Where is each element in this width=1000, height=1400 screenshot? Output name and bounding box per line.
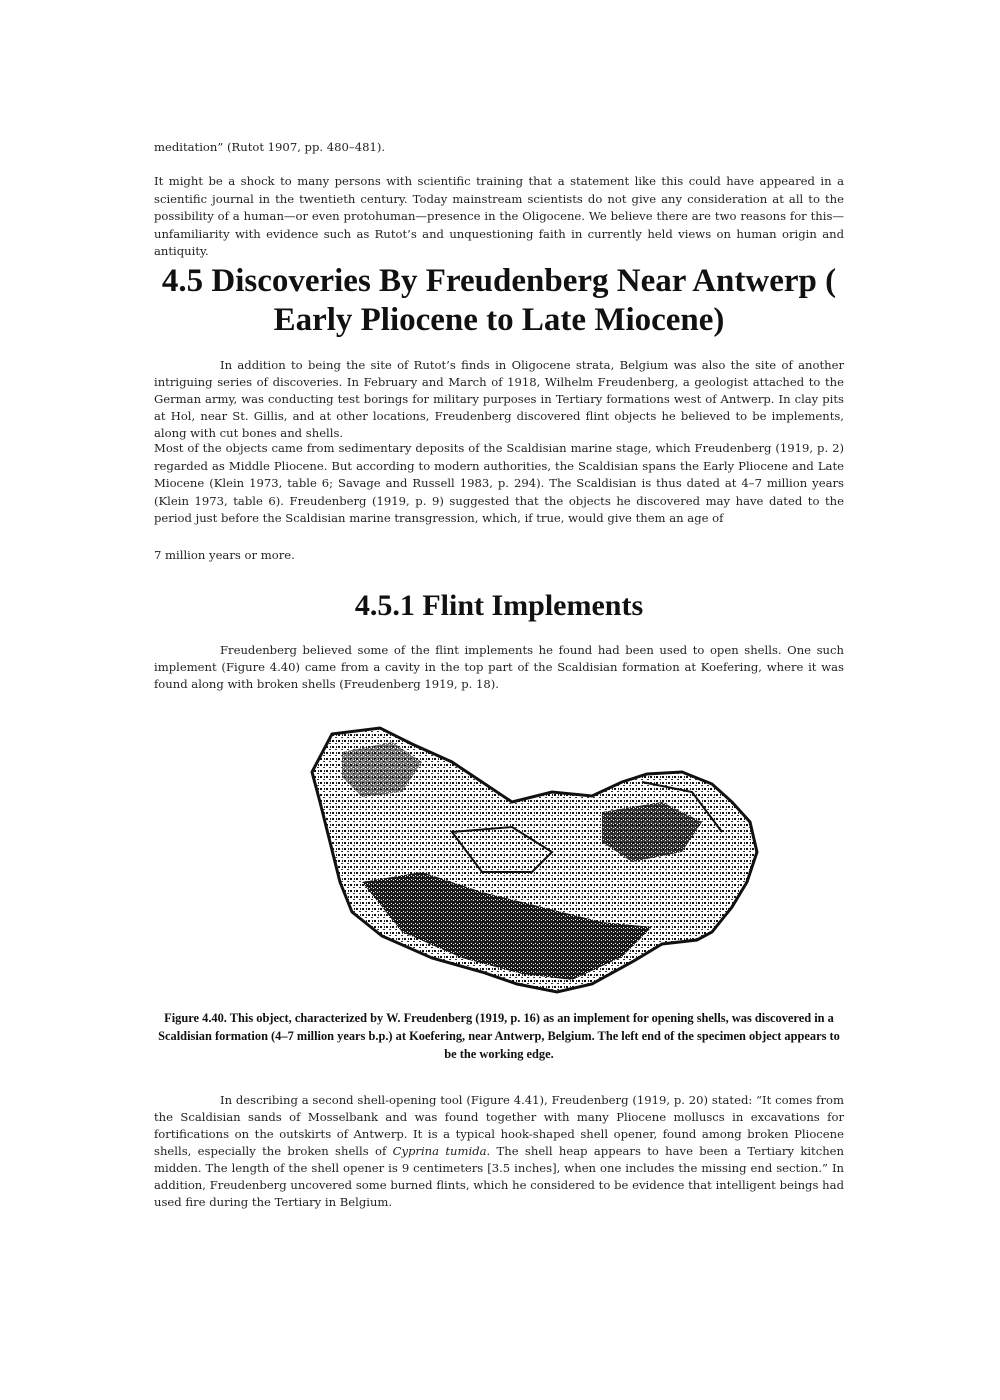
figure-caption: Figure 4.40. This object, characterized by W. Freudenberg (1919, p. 16) as an implement for opening shells, was discovered in a Scaldisian formation (4–7 million years b.p.) at Koefering, near Antwerp, Belgium. The left end of the specimen object appears to be the working edge. [158,1011,840,1061]
paragraph-believed: Freudenberg believed some of the flint implements he found had been used to open shells. One such implement (Figure 4.40) came from a cavity in the top part of the Scaldisian formation at Koefering, where it was found along with broken shells (Freudenberg 1919, p. 18). [154,643,844,691]
paragraph-describing [154,1092,844,1211]
paragraph-describing-part-2: . The shell heap appears to have been a Tertiary kitchen midden. The length of the shell opener is 9 centimeters [3.5 inches], when one includes the missing end section.” In addition, Freudenberg uncovered some burned flints, which he considered to be evidence that intelligent beings had used fire during the Tertiary in Belgium. [154,1144,845,1209]
paragraph-describing-part-1: In describing a second shell-opening tool (Figure 4.41), Freudenberg (1919, p. 20) stated: “It comes from the Scaldisian sands of Mosselbank and was found together with many Pliocene molluscs in excavations for fortifications on the outskirts of Antwerp. It is a typical hook-shaped shell opener, found among broken Pliocene shells, especially the broken shells of [154,1093,844,1158]
section-heading-4-5-1: 4.5.1 Flint Implements [354,589,644,622]
paragraph-seven-million: 7 million years or more. [154,548,295,562]
flint-implement-figure [302,722,765,994]
paragraph-meditation: meditation” (Rutot 1907, pp. 480–481). [154,140,386,154]
paragraph-most-objects: Most of the objects came from sedimentary deposits of the Scaldisian marine stage, which Freudenberg (1919, p. 2) regarded as Middle Pliocene. But according to modern authorities, the Scaldisian spans the Early Pliocene and Late Miocene (Klein 1973, table 6; Savage and Russell 1983, p. 294). The Scaldisian is thus dated at 4–7 million years (Klein 1973, table 6). Freudenberg (1919, p. 9) suggested that the objects he discovered may have dated to the period just before the Scaldisian marine transgression, which, if true, would give them an age of [154,441,844,525]
paragraph-shock: It might be a shock to many persons with scientific training that a statement like this could have appeared in a scientific journal in the twentieth century. Today mainstream scientists do not give any consideration at all to the possibility of a human—or even protohuman—presence in the Oligocene. We believe there are two reasons for this—unfamiliarity with evidence such as Rutot’s and unquestioning faith in currently held views on human origin and antiquity. [154,174,844,258]
section-heading-4-5: 4.5 Discoveries By Freudenberg Near Antwerp ( Early Pliocene to Late Miocene) [161,263,837,338]
species-name: Cyprina tumida [392,1144,487,1158]
paragraph-intro: In addition to being the site of Rutot’s finds in Oligocene strata, Belgium was also the site of another intriguing series of discoveries. In February and March of 1918, Wilhelm Freudenberg, a geologist attached to the German army, was conducting test borings for military purposes in Tertiary formations west of Antwerp. In clay pits at Hol, near St. Gillis, and at other locations, Freudenberg discovered flint objects he believed to be implements, along with cut bones and shells. [154,358,844,440]
